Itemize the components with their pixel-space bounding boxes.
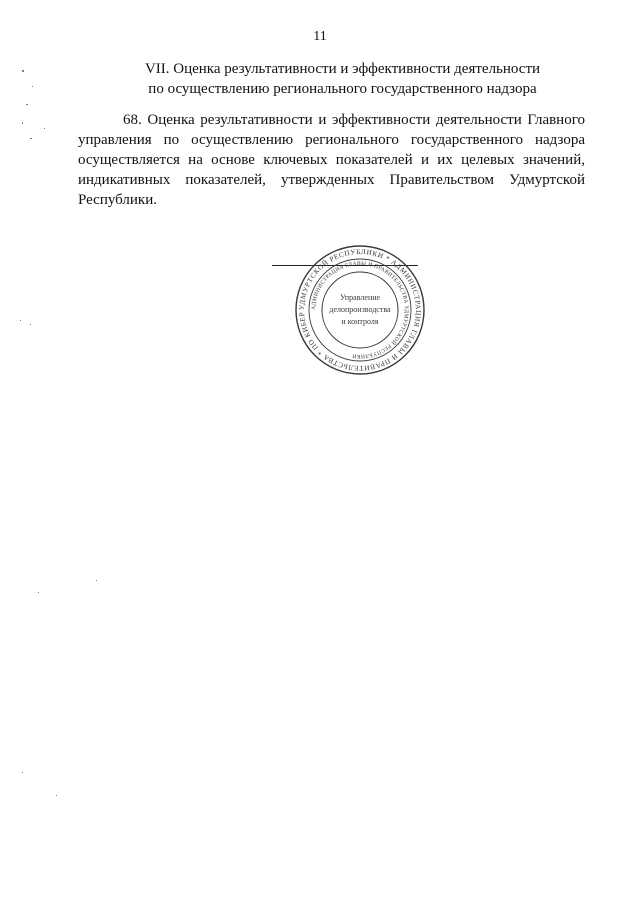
scan-speck — [22, 122, 23, 124]
scan-speck — [44, 128, 45, 129]
stamp-center-line-2: делопроизводства — [329, 305, 391, 314]
official-stamp — [290, 240, 430, 380]
scan-speck — [30, 324, 31, 325]
scan-speck — [96, 580, 97, 581]
paragraph-line-2: управления по осуществлению регионального государственного надзора — [78, 132, 585, 148]
section-heading — [100, 59, 585, 99]
paragraph-68 — [78, 110, 585, 210]
scan-speck — [30, 138, 32, 139]
scan-speck — [38, 592, 39, 593]
scan-speck — [22, 772, 23, 773]
stamp-center-line-1: Управление — [339, 293, 381, 302]
section-heading-line-2: по осуществлению регионального государственного надзора — [148, 81, 537, 97]
scan-speck — [56, 795, 57, 796]
stamp-center-line-3: и контроля — [341, 317, 379, 326]
scan-speck — [20, 320, 21, 321]
paragraph-line-1: 68. Оценка результативности и эффективности деятельности Главного — [123, 112, 585, 128]
scan-speck — [22, 70, 24, 72]
paragraph-line-4: индикативных показателей, утвержденных Правительством Удмуртской — [78, 172, 585, 188]
paragraph-line-5: Республики. — [78, 192, 157, 208]
paragraph-line-3: осуществляется на основе ключевых показателей и их целевых значений, — [78, 152, 585, 168]
page-number: 11 — [313, 29, 327, 44]
stamp-inner-text: АДМИНИСТРАЦИЯ ГЛАВЫ И ПРАВИТЕЛЬСТВА УДМУРТСКОЙ РЕСПУБЛИКИ — [310, 260, 410, 360]
section-heading-line-1: VII. Оценка результативности и эффективности деятельности — [144, 61, 541, 77]
scan-speck — [26, 104, 28, 105]
stamp-outer-text: УДМУРТСКОЙ РЕСПУБЛИКИ * АДМИНИСТРАЦИЯ ГЛАВЫ И ПРАВИТЕЛЬСТВА * ПО КИБЕР — [297, 247, 423, 373]
scan-speck — [32, 86, 33, 87]
